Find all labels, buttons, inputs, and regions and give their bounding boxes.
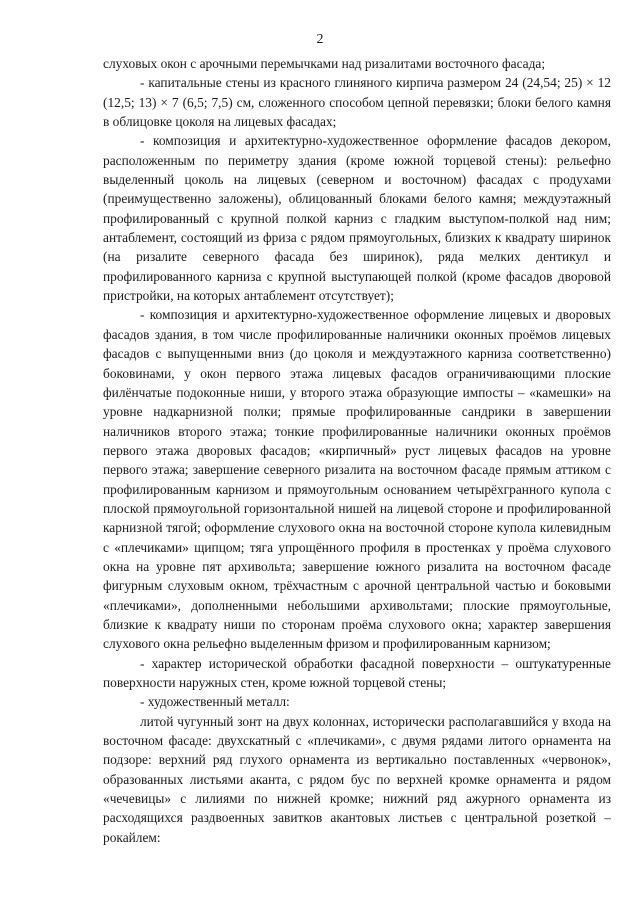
document-body bbox=[103, 54, 611, 847]
paragraph: - композиция и архитектурно-художественное оформление фасадов декором, расположенным по периметру здания (кроме южной торцевой стены): рельефно выделенный цоколь на лицевых (северном и восточном) фасадах с продухами (преимущественно заложены), облицованный блоками белого камня; междуэтажный профилированный с крупной полкой карниз с гладким выступом-полкой над ним; антаблемент, состоящий из фриза с рядом прямоугольных, близких к квадрату ширинок (на ризалите северного фасада без ширинок), ряда мелких дентикул и профилированного карниза с крупной выступающей полкой (кроме фасадов дворовой пристройки, на которых антаблемент отсутствует); bbox=[103, 133, 611, 304]
paragraph: литой чугунный зонт на двух колоннах, исторически располагавшийся у входа на восточном фасаде: двухскатный с «плечиками», с двумя рядами литого орнамента на подзоре: верхний ряд глухого орнамента из вертикально поставленных «червонок», образованных листьями аканта, с рядом бус по верхней кромке орнамента и рядом «чечевицы» с лилиями по нижней кромке; нижний ряд ажурного орнамента из расходящихся раздвоенных завитков акантовых листьев с центральной розеткой – рокайлем: bbox=[103, 713, 611, 845]
paragraph: - характер исторической обработки фасадной поверхности – оштукатуренные поверхности наружных стен, кроме южной торцевой стены; bbox=[103, 655, 611, 690]
paragraph: - композиция и архитектурно-художественное оформление лицевых и дворовых фасадов здания, в том числе профилированные наличники оконных проёмов лицевых фасадов с выпущенными вниз (до цоколя и междуэтажного карниза соответственно) боковинами, у окон первого этажа лицевых фасадов ограничивающими плоские филёнчатые подоконные ниши, у второго этажа образующие импосты – «камешки» на уровне надкарнизной полки; прямые профилированные сандрики в завершении наличников второго этажа; тонкие профилированные наличники оконных проёмов первого этажа дворовых фасадов; «кирпичный» руст лицевых фасадов на уровне первого этажа; завершение северного ризалита на восточном фасаде прямым аттиком с профилированным карнизом и прямоугольным основанием четырёхгранного купола с плоской прямоугольной горизонтальной нишей на лицевой стороне и профилированной карнизной тягой; оформление слухового окна на восточной стороне купола килевидным с «плечиками» щипцом; тяга упрощённого профиля в простенках у проёма слухового окна на уровне пят архивольта; завершение южного ризалита на восточном фасаде фигурным слуховым окном, трёхчастным с арочной центральной частью и боковыми «плечиками», дополненными небольшими архивольтами; плоские прямоугольные, близкие к квадрату ниши по сторонам проёма слухового окна; характер завершения слухового окна рельефно выделенным фризом и профилированным карнизом; bbox=[103, 307, 611, 652]
paragraph: - капитальные стены из красного глиняного кирпича размером 24 (24,54; 25) × 12 (12,5; 13) × 7 (6,5; 7,5) см, сложенного способом цепной перевязки; блоки белого камня в облицовке цоколя на лицевых фасадах; bbox=[103, 75, 611, 130]
paragraph: слуховых окон с арочными перемычками над ризалитами восточного фасада; bbox=[103, 56, 546, 71]
page-number: 2 bbox=[316, 32, 324, 47]
paragraph: - художественный металл: bbox=[140, 694, 290, 710]
